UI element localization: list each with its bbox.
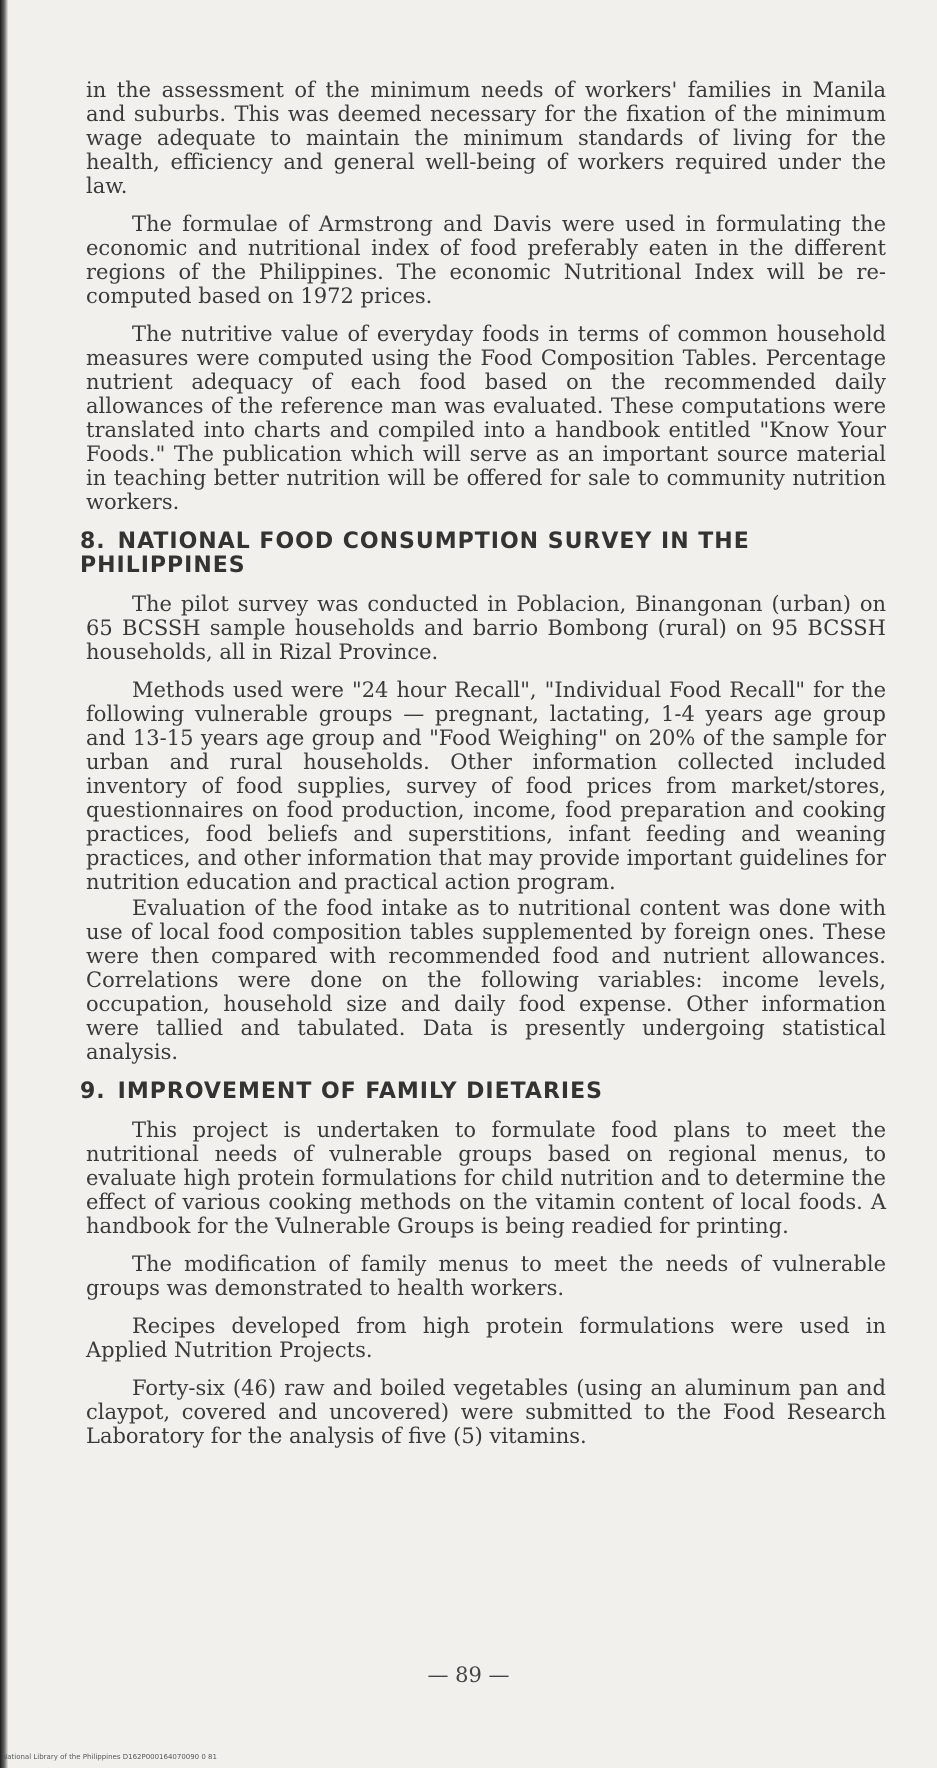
paragraph: The nutritive value of everyday foods in terms of common household measures were computed using the Food Composition Tables. Percentage nutrient adequacy of each food based on the recommended daily allowances of the reference man was evaluated. These computations were translated into charts and compiled into a handbook entitled "Know Your Foods." The publication which will serve as an important source material in teaching better nutrition will be offered for sale to community nutrition workers. bbox=[86, 322, 886, 514]
paragraph: Forty-six (46) raw and boiled vegetables (using an aluminum pan and claypot, covered and uncovered) were submitted to the Food Research Laboratory for the analysis of five (5) vitamins. bbox=[86, 1376, 886, 1448]
section-title: IMPROVEMENT OF FAMILY DIETARIES bbox=[117, 1079, 603, 1104]
paragraph: Methods used were "24 hour Recall", "Individual Food Recall" for the following vulnerable groups — pregnant, lactating, 1-4 years age group and 13-15 years age group and "Food Weighing" on 20% of the sample for urban and rural households. Other information collected included inventory of food supplies, survey of food prices from market/stores, questionnaires on food production, income, food preparation and cooking practices, food beliefs and superstitions, infant feeding and weaning practices, and other information that may provide important guidelines for nutrition education and practical action program. bbox=[86, 678, 886, 894]
paragraph: The modification of family menus to meet the needs of vulnerable groups was demonstrated to health workers. bbox=[86, 1252, 886, 1300]
section-number: 8. bbox=[80, 529, 106, 554]
page-number: — 89 — bbox=[427, 1663, 510, 1687]
scan-edge bbox=[0, 0, 8, 1768]
section-8-heading bbox=[80, 530, 886, 578]
section-9-heading bbox=[80, 1080, 886, 1104]
paragraph: Recipes developed from high protein formulations were used in Applied Nutrition Projects. bbox=[86, 1314, 886, 1362]
section-number: 9. bbox=[80, 1079, 106, 1104]
paragraph: The formulae of Armstrong and Davis were used in formulating the economic and nutritional index of food preferably eaten in the different regions of the Philippines. The economic Nutritional Index will be re-computed based on 1972 prices. bbox=[86, 212, 886, 308]
library-footer: National Library of the Philippines D162P000164070090 0 81 bbox=[2, 1753, 217, 1761]
document-page bbox=[80, 78, 886, 1462]
paragraph: Evaluation of the food intake as to nutritional content was done with use of local food composition tables supplemented by foreign ones. These were then compared with recommended food and nutrient allowances. Correlations were done on the following variables: income levels, occupation, household size and daily food expense. Other information were tallied and tabulated. Data is presently undergoing statistical analysis. bbox=[86, 896, 886, 1064]
paragraph: The pilot survey was conducted in Poblacion, Binangonan (urban) on 65 BCSSH sample households and barrio Bombong (rural) on 95 BCSSH households, all in Rizal Province. bbox=[86, 592, 886, 664]
section-title: NATIONAL FOOD CONSUMPTION SURVEY IN THE PHILIPPINES bbox=[80, 529, 750, 578]
paragraph: This project is undertaken to formulate food plans to meet the nutritional needs of vulnerable groups based on regional menus, to evaluate high protein formulations for child nutrition and to determine the effect of various cooking methods on the vitamin content of local foods. A handbook for the Vulnerable Groups is being readied for printing. bbox=[86, 1118, 886, 1238]
paragraph: in the assessment of the minimum needs of workers' families in Manila and suburbs. This was deemed necessary for the fixation of the minimum wage adequate to maintain the minimum standards of living for the health, efficiency and general well-being of workers required under the law. bbox=[86, 78, 886, 198]
